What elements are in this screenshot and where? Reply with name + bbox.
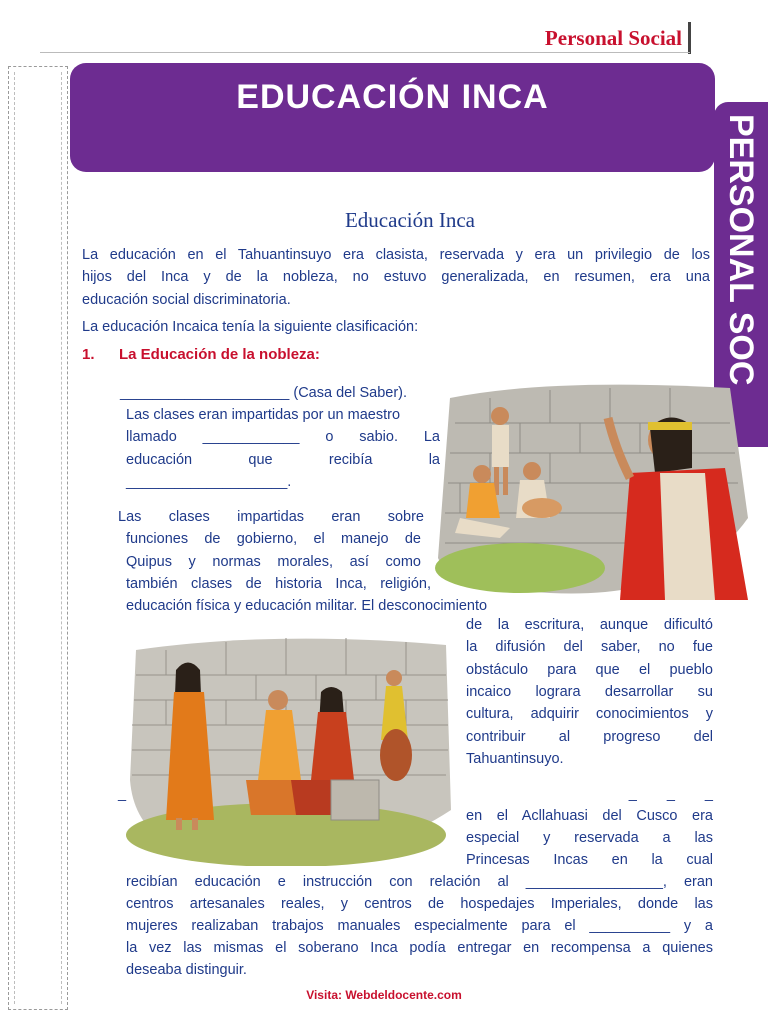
acllahuasi-line: mujeres realizaban trabajos manuales especialmente para el __________ y a [126, 918, 713, 934]
inca-teacher-illustration [430, 378, 748, 600]
escritura-line: incaico lograra desarrollar su [466, 684, 713, 700]
heading-label: La Educación de la nobleza: [119, 346, 320, 363]
acllahuasi-blank: _ _ _ [628, 786, 713, 802]
classification-line: La educación Incaica tenía la siguiente clasificación: [82, 319, 419, 335]
acllahuasi-line: la vez las mismas el soberano Inca podía entregar en recompensa a quienes [126, 940, 713, 956]
nobleza-line: ____________________. [126, 474, 292, 490]
escritura-line: obstáculo para que el pueblo [466, 662, 713, 678]
clases-line: Las clases impartidas eran sobre [118, 509, 424, 525]
escritura-line: la difusión del saber, no fue [466, 639, 713, 655]
acllahuasi-line: en el Acllahuasi del Cusco era [466, 808, 713, 824]
intro-line: La educación en el Tahuantinsuyo era clasista, reservada y era un privilegio de los [82, 247, 710, 263]
clases-line: también clases de historia Inca, religión, [126, 576, 431, 592]
escritura-line: contribuir al progreso del [466, 729, 713, 745]
acllahuasi-line: recibían educación e instrucción con relación al _________________, eran [126, 874, 713, 890]
acllahuasi-line: deseaba distinguir. [126, 962, 247, 978]
escritura-line: Tahuantinsuyo. [466, 751, 564, 767]
intro-line: educación social discriminatoria. [82, 292, 291, 308]
subject-header: Personal Social [544, 26, 682, 50]
acllas-weaving-illustration [126, 630, 454, 866]
nobleza-line: Las clases eran impartidas por un maestro [126, 407, 401, 423]
intro-line: hijos del Inca y de la nobleza, no estuvo generalizada, en resumen, era una [82, 269, 710, 285]
dashed-margin-inner [14, 72, 62, 1004]
header-divider [688, 22, 691, 54]
side-tab-label: PERSONAL SOC [722, 114, 760, 386]
heading-number: 1. [82, 346, 95, 363]
page-title: EDUCACIÓN INCA [236, 78, 549, 116]
footer-link[interactable]: Visita: Webdeldocente.com [306, 988, 462, 1002]
section-title: Educación Inca [344, 208, 475, 232]
nobleza-line: _____________________ (Casa del Saber). [120, 385, 408, 401]
escritura-line: de la escritura, aunque dificultó [466, 617, 713, 633]
acllahuasi-line: Princesas Incas en la cual [466, 852, 713, 868]
nobleza-line: llamado ____________ o sabio. La [126, 429, 440, 445]
clases-line: Quipus y normas morales, así como [126, 554, 421, 570]
nobleza-line: educación que recibía la [126, 452, 440, 468]
acllahuasi-line: centros artesanales reales, y centros de hospedajes Imperiales, donde las [126, 896, 713, 912]
clases-line: funciones de gobierno, el manejo de [126, 531, 421, 547]
acllahuasi-blank: _ [118, 786, 127, 802]
acllahuasi-line: especial y reservada a las [466, 830, 713, 846]
header-rule [40, 52, 690, 53]
clases-line: educación física y educación militar. El desconocimiento [126, 598, 488, 614]
escritura-line: cultura, adquirir conocimientos y [466, 706, 713, 722]
